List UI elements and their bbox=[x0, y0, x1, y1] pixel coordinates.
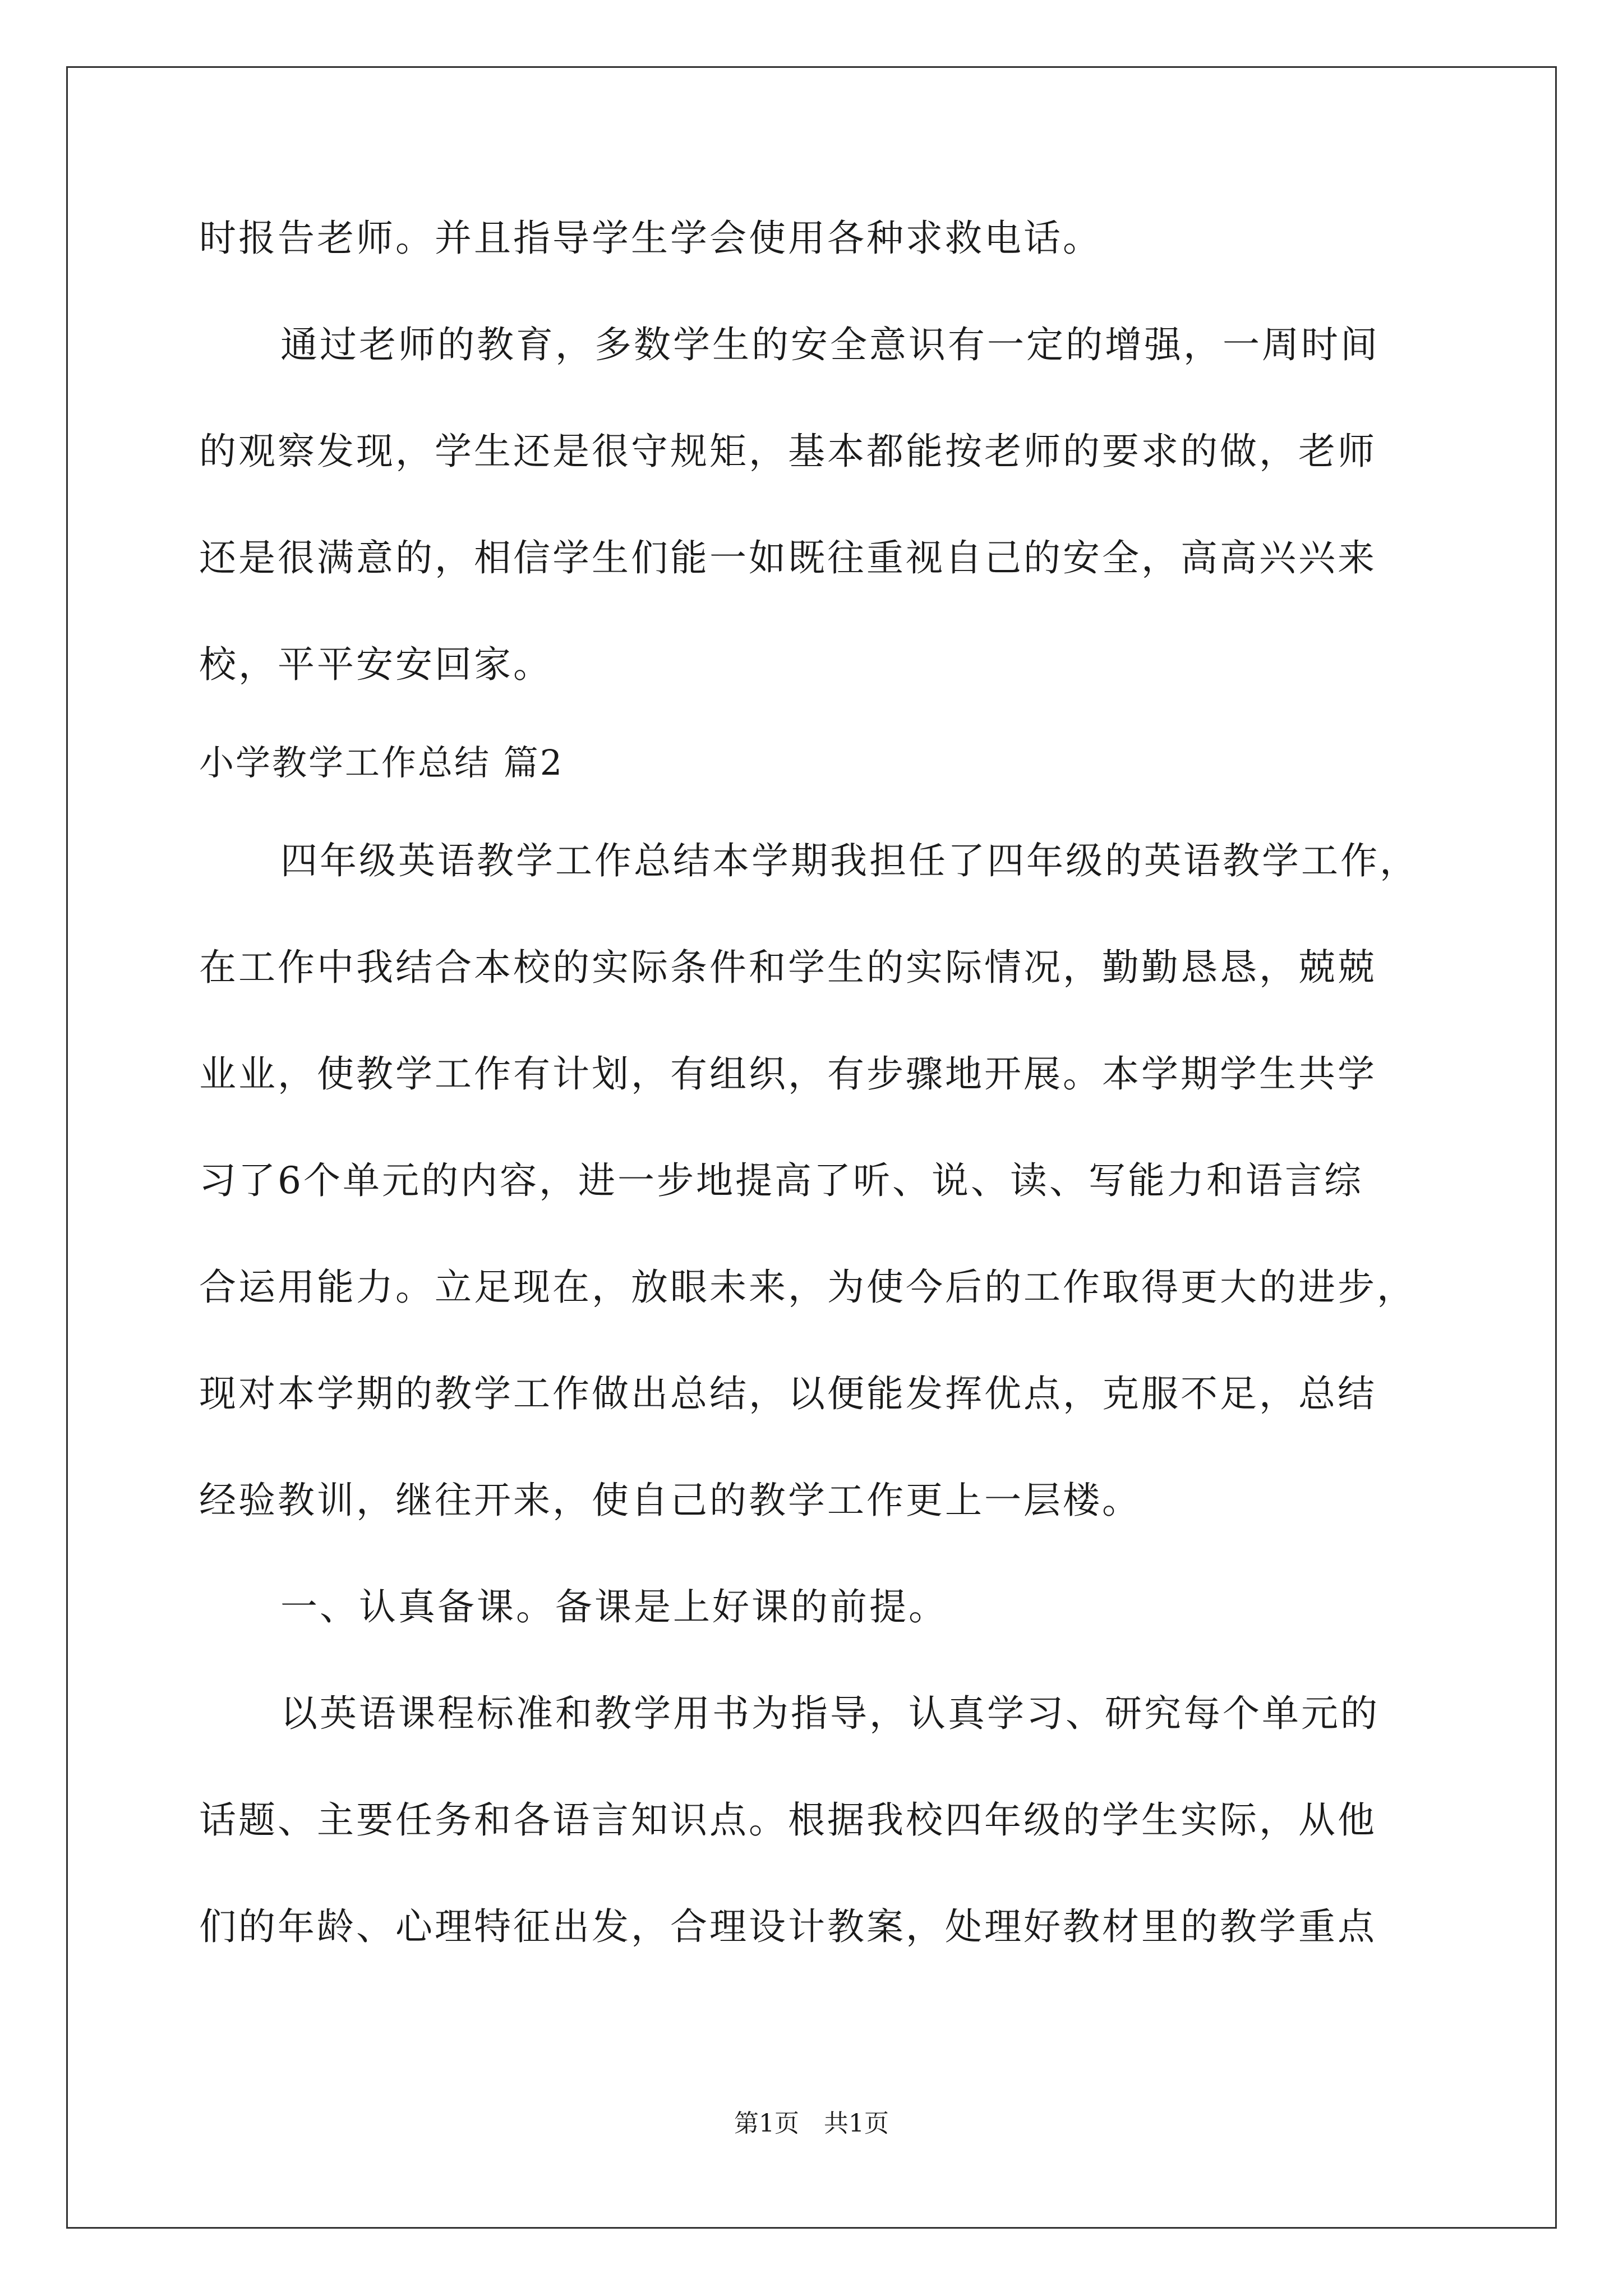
paragraph-line: 以英语课程标准和教学用书为指导，认真学习、研究每个单元的 bbox=[280, 1692, 1380, 1735]
paragraph-line: 合运用能力。立足现在，放眼未来，为使今后的工作取得更大的进步， bbox=[199, 1266, 1416, 1309]
page-number-footer: 第1页 共1页 bbox=[734, 2109, 889, 2138]
paragraph-line: 习了6个单元的内容，进一步地提高了听、说、读、写能力和语言综 bbox=[199, 1159, 1363, 1202]
paragraph-line: 经验教训，继往开来，使自己的教学工作更上一层楼。 bbox=[199, 1479, 1141, 1522]
paragraph-line: 在工作中我结合本校的实际条件和学生的实际情况，勤勤恳恳，兢兢 bbox=[199, 946, 1377, 989]
paragraph-line: 时报告老师。并且指导学生学会使用各种求救电话。 bbox=[199, 217, 1102, 260]
paragraph-line: 话题、主要任务和各语言知识点。根据我校四年级的学生实际，从他 bbox=[199, 1798, 1377, 1842]
paragraph-line: 还是很满意的，相信学生们能一如既往重视自己的安全，高高兴兴来 bbox=[199, 536, 1377, 579]
paragraph-line: 们的年龄、心理特征出发，合理设计教案，处理好教材里的教学重点 bbox=[199, 1905, 1377, 1948]
paragraph-line: 校，平平安安回家。 bbox=[199, 643, 552, 686]
paragraph-line: 四年级英语教学工作总结本学期我担任了四年级的英语教学工作， bbox=[280, 839, 1419, 882]
section-heading: 小学教学工作总结 篇2 bbox=[199, 742, 564, 783]
paragraph-line: 现对本学期的教学工作做出总结，以便能发挥优点，克服不足，总结 bbox=[199, 1372, 1377, 1415]
paragraph-line: 业业，使教学工作有计划，有组织，有步骤地开展。本学期学生共学 bbox=[199, 1052, 1377, 1096]
paragraph-line: 一、认真备课。备课是上好课的前提。 bbox=[280, 1585, 948, 1628]
paragraph-line: 通过老师的教育，多数学生的安全意识有一定的增强，一周时间 bbox=[280, 323, 1380, 366]
paragraph-line: 的观察发现，学生还是很守规矩，基本都能按老师的要求的做，老师 bbox=[199, 430, 1377, 473]
